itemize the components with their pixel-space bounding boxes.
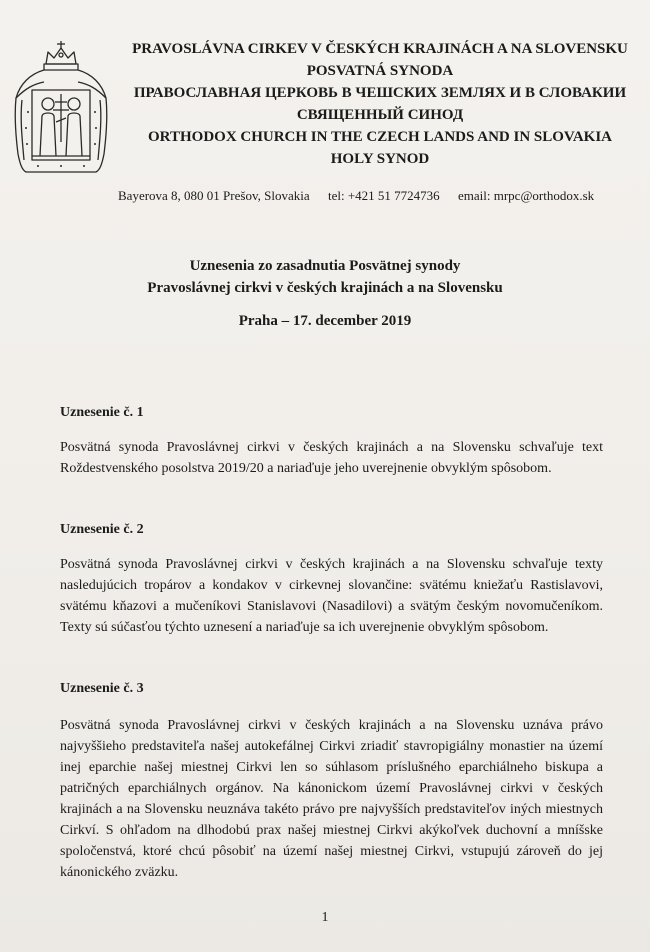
resolution-1-text: Posvätná synoda Pravoslávnej cirkvi v českých krajinách a na Slovensku schvaľuje text Roždestvenského posolstva 2019/20 a nariaďuje jeho uverejnenie obvyklým spôsobom. <box>60 440 603 476</box>
document-title <box>0 255 650 332</box>
document-date: Praha – 17. december 2019 <box>238 313 412 329</box>
resolution-1-heading: Uznesenie č. 1 <box>60 405 144 420</box>
org-synod-english: HOLY SYNOD <box>330 151 430 167</box>
phone-text: tel: +421 51 7724736 <box>328 188 440 203</box>
resolution-2-heading: Uznesenie č. 2 <box>60 522 144 537</box>
page-number: 1 <box>321 910 329 925</box>
org-synod-russian: СВЯЩЕННЫЙ СИНОД <box>296 107 464 123</box>
letterhead-organization <box>120 38 640 170</box>
title-line-2: Pravoslávnej cirkvi v českých krajinách a na Slovensku <box>147 280 503 296</box>
resolution-2-text: Posvätná synoda Pravoslávnej cirkvi v českých krajinách a na Slovensku schvaľuje texty nasledujúcich tropárov a kondakov v cirkevnej slovančine: svätému kniežaťu Rastislavovi, svätému kňazovi a mučeníkovi Stanislavovi (Nasadilovi) a svätým českým novomučeníkom. Texty sú súčasťou týchto uznesení a nariaďuje sa ich uverejnenie obvyklým spôsobom. <box>60 557 603 635</box>
org-synod-slovak: POSVATNÁ SYNODA <box>306 63 454 79</box>
email-text: email: mrpc@orthodox.sk <box>458 188 595 203</box>
address-text: Bayerova 8, 080 01 Prešov, Slovakia <box>118 188 310 203</box>
title-line-1: Uznesenia zo zasadnutia Posvätnej synody <box>189 258 461 274</box>
org-name-english: ORTHODOX CHURCH IN THE CZECH LANDS AND IN SLOVAKIA <box>148 129 612 145</box>
resolution-3-heading: Uznesenie č. 3 <box>60 681 144 696</box>
church-emblem-icon <box>10 38 112 174</box>
org-name-russian: ПРАВОСЛАВНАЯ ЦЕРКОВЬ В ЧЕШСКИХ ЗЕМЛЯХ И В СЛОВАКИИ <box>133 85 627 101</box>
org-name-slovak: PRAVOSLÁVNA CIRKEV V ČESKÝCH KRAJINÁCH A NA SLOVENSKU <box>132 41 628 57</box>
resolution-3-text: Posvätná synoda Pravoslávnej cirkvi v českých krajinách a na Slovensku uznáva právo najvyššieho predstaviteľa našej autokefálnej Cirkvi zriadiť stavropigiálny monastier na území inej eparchie našej miestnej Cirkvi len so súhlasom príslušného eparchiálneho biskupa a patričných eparchiálnych orgánov. Na kánonickom území Pravoslávnej cirkvi v českých krajinách a na Slovensku neuznáva takéto právo pre najvyšších predstaviteľov iných miestnych Cirkví. S ohľadom na dlhodobú prax našej miestnej Cirkvi akýkoľvek duchovní a mníšske spoločenstvá, ktoré chcú pôsobiť na území našej miestnej Cirkvi, vstupujú zároveň do jej kánonického zväzku. <box>60 718 603 880</box>
